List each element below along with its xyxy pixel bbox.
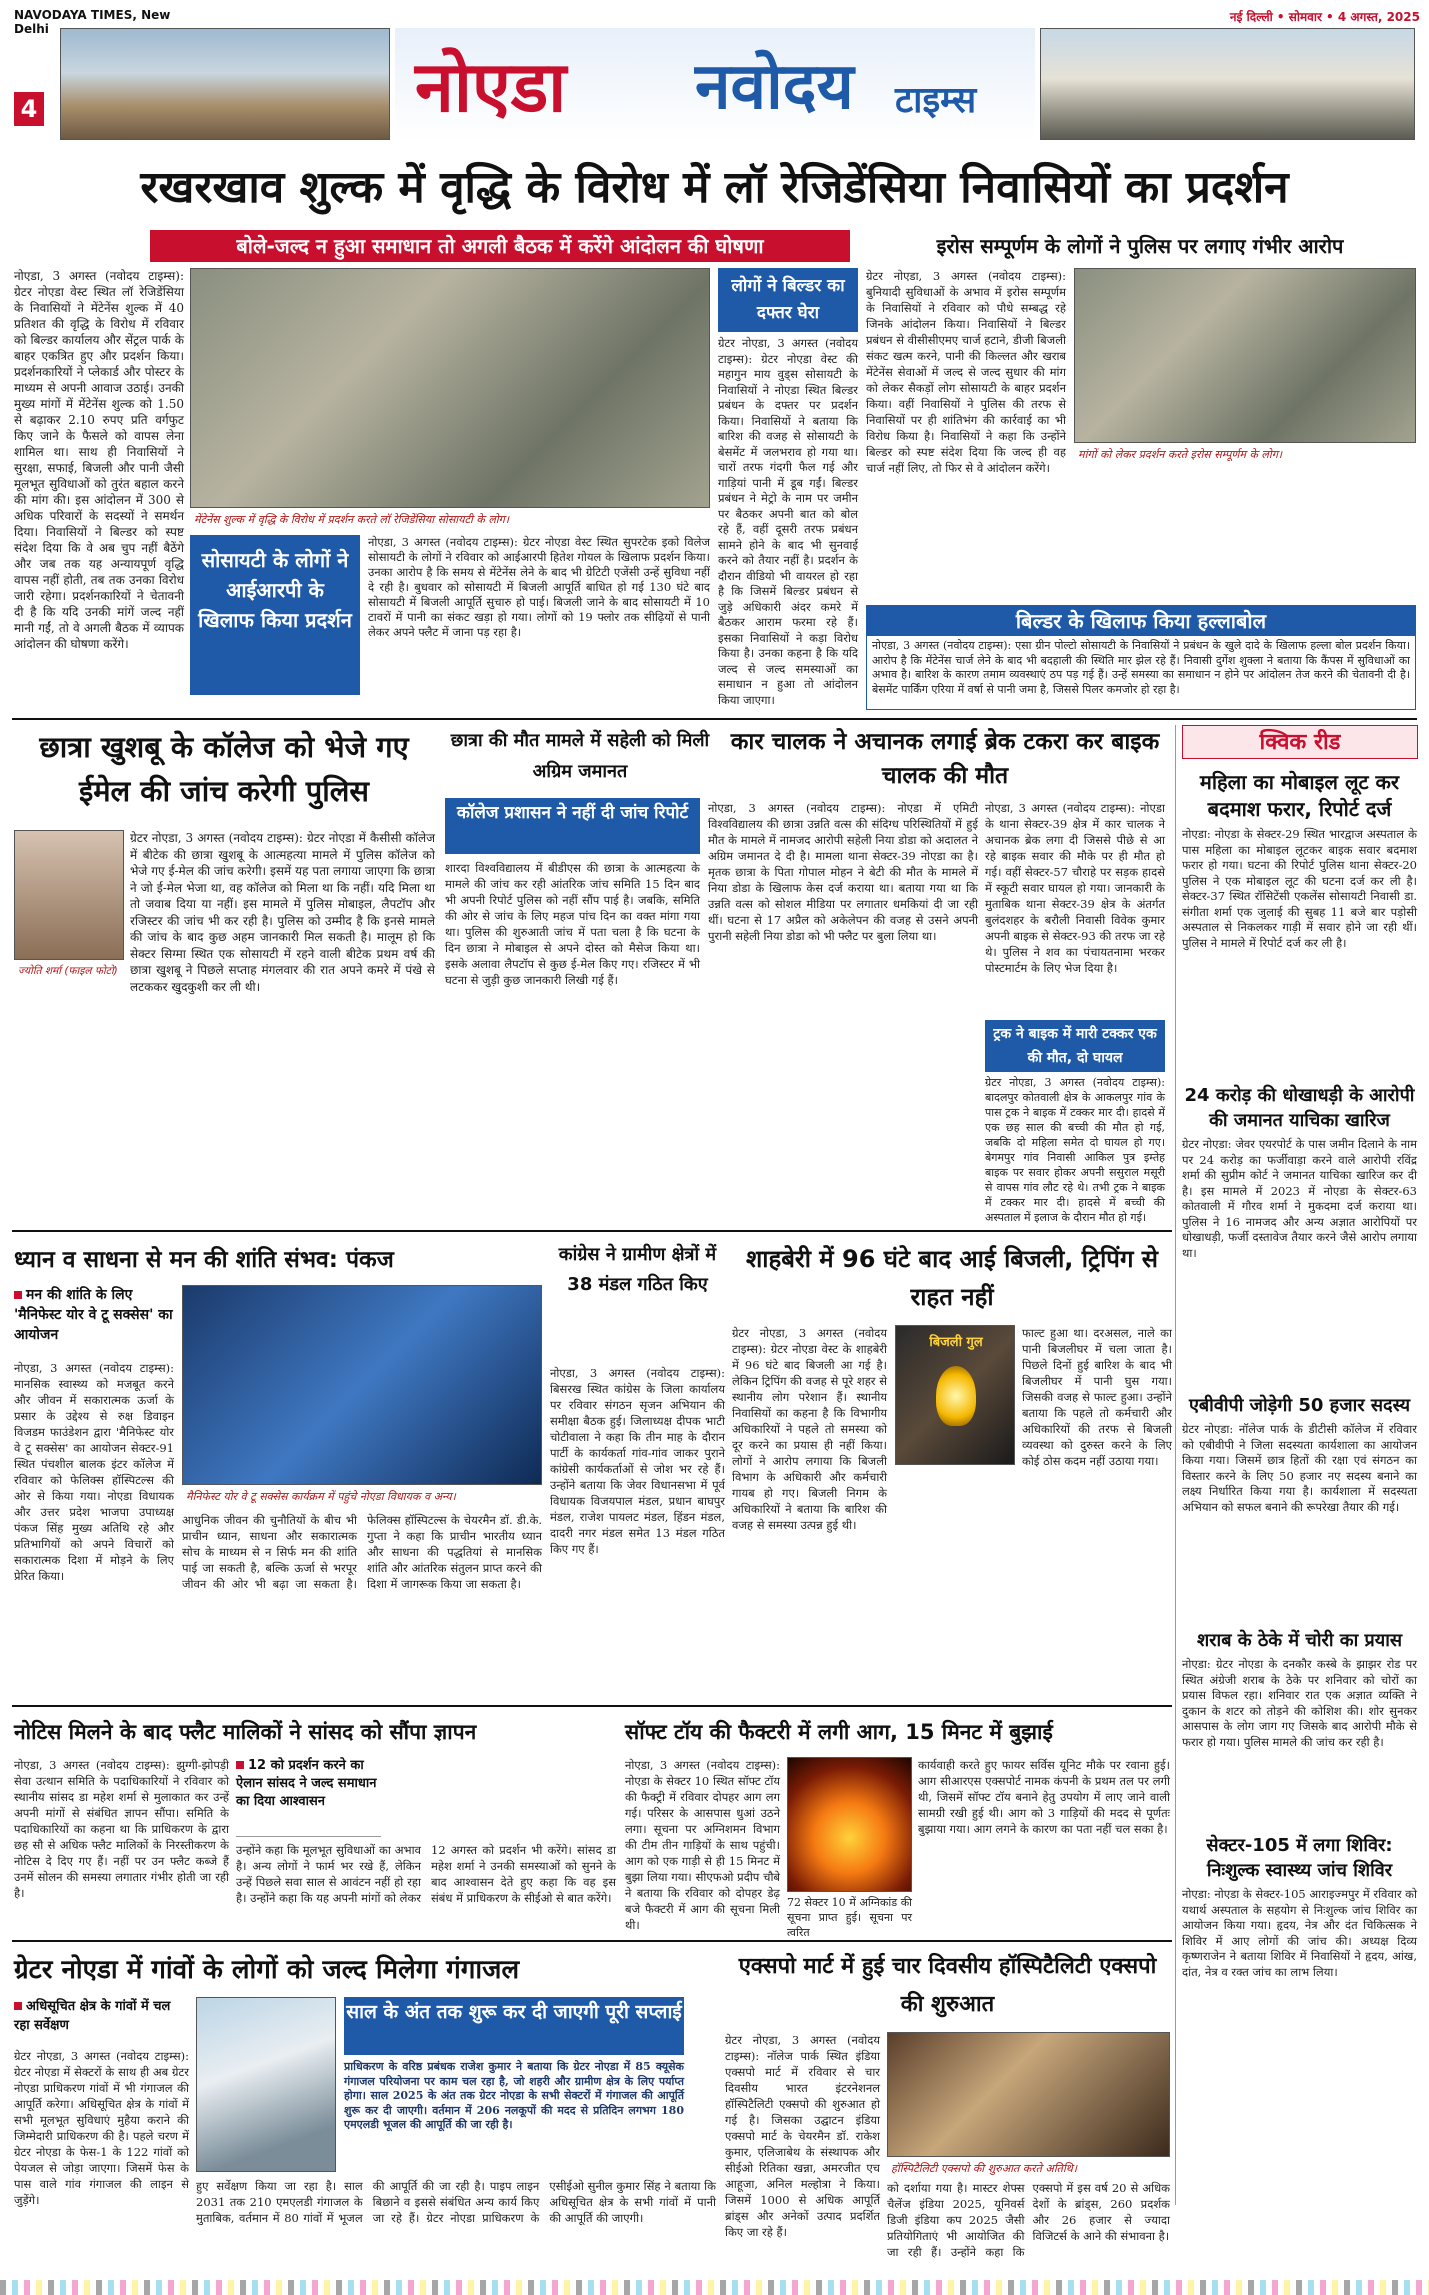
- notice-headline: नोटिस मिलने के बाद फ्लैट मालिकों ने सांसद को सौंपा ज्ञापन: [14, 1720, 477, 1744]
- blue-mid-box: [718, 268, 858, 708]
- saheli-headline: छात्रा की मौत मामले में सहेली को मिली अग्रिम जमानत: [450, 730, 710, 782]
- lead-subhead-left: बोले-जल्द न हुआ समाधान तो अगली बैठक में करेंगे आंदोलन की घोषणा: [150, 230, 850, 262]
- khushboo-photo: [14, 830, 124, 960]
- lead-main-photo: [190, 268, 710, 508]
- car-sub-heading: ट्रक ने बाइक में मारी टक्कर एक की मौत, दो घायल: [985, 1020, 1165, 1072]
- quick-read-column: [1175, 725, 1417, 2205]
- saheli-body-right: नोएडा, 3 अगस्त (नवोदय टाइम्स): नोएडा में एमिटी विश्वविद्यालय की छात्रा उन्नति वत्स की संदिग्ध परिस्थितियों में हुई मौत के मामले में नामजद आरोपी सहेली निया डोडा को अदालत ने अग्रिम जमानत दे दी है। मामला थाना सेक्टर-39 नोएडा का है। मृतक छात्रा के पिता गोपाल मोहन ने बेटी की मौत के मामले में निया डोडा के खिलाफ केस दर्ज कराया था। बताया गया था कि उन्नति वत्स को सोशल मीडिया पर लगातार धमकियां दी जा रही थीं। घटना से 17 अप्रैल को अकेलेपन की वजह से उसने अपनी पुरानी सहेली निया डोडा को भी फ्लैट पर बुला लिया था।: [708, 801, 978, 943]
- expo-body2: को दर्शाया गया है। मास्टर शेफ्स चैलेंज इंडिया 2025, यूनिवर्स डिजी इंडिया कप 2025 जैसी प्रतियोगिताएं भी आयोजित की जा रही हैं। उन्होंने कहा कि एक्सपो में इस वर्ष 20 से अधिक देशों के ब्रांड्स, 260 प्रदर्शक और 26 हजार से ज्यादा विजिटर्स के आने की संभावना है।: [887, 2181, 1170, 2259]
- fire-body2: कार्यवाही करते हुए फायर सर्विस यूनिट मौके पर रवाना हुई। आग सीआरएस एक्सपोर्ट नामक कंपनी के प्रथम तल पर लगी थी, जिसमें सॉफ्ट टॉय बनाने हेतु उपयोग में लाए जाने वाली सामग्री रखी हुई थी। आग को 3 गाड़ियों की मदद से पूर्णतः बुझाया गया। आग लगने के कारण का पता नहीं चल सका है।: [918, 1758, 1170, 1836]
- shahberi-body2: फाल्ट हुआ था। दरअसल, नाले का पानी बिजलीघर में चला जाता है। पिछले दिनों हुई बारिश के बाद भी बिजलीघर में पानी घुस गया। जिसकी वजह से फाल्ट हुआ। उन्होंने बताया कि पहले तो कर्मचारी और अधिकारियों की तरफ से बिजली व्यवस्था को दुरुस्त करने के लिए कोई ठोस कदम नहीं उठाया गया।: [1022, 1326, 1172, 1468]
- saheli-body-left: शारदा विश्वविद्यालय में बीडीएस की छात्रा के आत्महत्या के मामले की जांच कर रही आंतरिक जांच समिति 15 दिन बाद भी अपनी रिपोर्ट पुलिस को नहीं सौंप पाई है। जबकि, समिति की ओर से जांच के लिए महज पांच दिन का वक्त मांगा गया था। पुलिस की शुरुआती जांच में पता चला है कि घटना के दिन छात्रा ने मोबाइल से अपने दोस्त को मैसेज किया था। इसके अलावा लैपटॉप से कुछ ई-मेल किए गए। रजिस्टर में भी घटना से जुड़ी कुछ जानकारी लिखी गई हैं।: [445, 861, 700, 987]
- lead-subhead-right: इरोस सम्पूर्णम के लोगों ने पुलिस पर लगाए गंभीर आरोप: [936, 234, 1344, 258]
- car-body: नोएडा, 3 अगस्त (नवोदय टाइम्स): नोएडा के थाना सेक्टर-39 क्षेत्र में कार चालक ने अचानक ब्रेक लगा दी जिससे पीछे से आ रहे बाइक सवार की मौके पर ही मौत हो गई। वहीं सेक्टर-57 चौराहे पर सड़क हादसे में स्कूटी सवार घायल हो गया। जानकारी के मुताबिक थाना सेक्टर-39 क्षेत्र के अंतर्गत बुलंदशहर के बरौली निवासी विवेक कुमार अपनी बाइक से सेक्टर-93 की तरफ जा रहे थे। पुलिस ने शव का पंचायतनामा भरकर पोस्टमार्टम के लिए भेज दिया है।: [985, 801, 1165, 975]
- lead-right-caption: मांगों को लेकर प्रदर्शन करते इरोस सम्पूर्णम के लोग।: [1074, 445, 1416, 465]
- page-number: 4: [20, 95, 38, 123]
- dhyan-sub: [14, 1285, 174, 1355]
- masthead: [0, 0, 1429, 150]
- quick-read-h5: सेक्टर-105 में लगा शिविर: निःशुल्क स्वास्थ्य जांच शिविर: [1206, 1835, 1393, 1881]
- fire-photo-caption: 72 सेक्टर 10 में अग्निकांड की सूचना प्राप्त हुई। सूचना पर त्वरित: [787, 1896, 912, 1939]
- lead-right-body: ग्रेटर नोएडा, 3 अगस्त (नवोदय टाइम्स): बुनियादी सुविधाओं के अभाव में इरोस सम्पूर्णम के निवासियों ने रविवार को पौधे सम्बद्ध रहे जिनके आंदोलन किया। निवासियों ने बिल्डर प्रबंधन से वीसीसीएमए चार्ज हटाने, डीजी बिजली संकट खत्म करने, पानी की किल्लत और खराब मेंटेनेंस सेवाओं में जल्द से जल्द सुधार की मांग को लेकर सैकड़ों लोग सोसायटी के बाहर प्रदर्शन किया। वहीं निवासियों ने पुलिस की तरफ से निवासियों पर ही शांतिभंग की कार्रवाई का भी विरोध किया है। निवासियों ने कहा कि उन्होंने बिल्डर को स्पष्ट संदेश दिया कि जल्द ही वह चार्ज नहीं लिए, तो फिर से वे आंदोलन करेंगे।: [866, 269, 1066, 475]
- quick-read-b1: नोएडा: नोएडा के सेक्टर-29 स्थित भारद्वाज अस्पताल के पास महिला का मोबाइल लूटकर बाइक सवार बदमाश फरार हो गया। घटना की रिपोर्ट पुलिस थाना सेक्टर-20 पुलिस ने एक मोबाइल लूट की घटना दर्ज कर ली है। सेक्टर-37 स्थित रॉसिटेंसी एकलेंस सोसायटी निवासी डा. संगीता शर्मा एक जुलाई की सुबह 11 बजे बार पड़ोसी अस्पताल से निकलकर गाड़ी में सवार होने जा रही थीं। पुलिस ने मामले में रिपोर्ट दर्ज कर ली है।: [1182, 827, 1417, 950]
- registration-marks: [0, 2280, 1429, 2295]
- quick-read-h4: शराब के ठेके में चोरी का प्रयास: [1196, 1630, 1403, 1651]
- expo-photo-caption: हॉस्पिटैलिटी एक्सपो की शुरुआत करते अतिथि।: [887, 2159, 1170, 2177]
- section-divider-1: [12, 718, 1417, 720]
- builder-body: नोएडा, 3 अगस्त (नवोदय टाइम्स): एसा ग्रीन पोल्टो सोसायटी के निवासियों ने प्रबंधन के खुले दादे के खिलाफ हल्ला बोल प्रदर्शन किया। आरोप है कि मेंटेनेंस चार्ज लेने के बाद भी बदहाली की स्थिति मार झेल रहे हैं। निवासी दुर्गेश शुक्ला ने बताया कि कैंपस में सुविधाओं का अभाव है। बारिश के कारण तमाम व्यवस्थाएं ठप पड़ गई हैं। उन्हें समस्या का समाधान न होने पर आंदोलन तेज करने की चेतावनी दी है। बेसमेंट पार्किंग एरिया में वर्षा से पानी जमा है, जिससे पिलर कमजोर हो रहा है।: [872, 639, 1410, 696]
- masthead-date-label: नई दिल्ली • सोमवार • 4 अगस्त, 2025: [1229, 10, 1420, 24]
- dhyan-sub-bullet-icon: [14, 1291, 22, 1299]
- khushboo-headline: छात्रा खुशबू के कॉलेज को भेजे गए ईमेल की जांच करेगी पुलिस: [39, 730, 409, 808]
- masthead-left-label: NAVODAYA TIMES, New Delhi: [14, 8, 171, 36]
- khushboo-body: ग्रेटर नोएडा, 3 अगस्त (नवोदय टाइम्स): ग्रेटर नोएडा में कैसीसी कॉलेज में बीटेक की छात्रा खुशबू के आत्महत्या मामले में पुलिस कॉलेज को भेजे गए ई-मेल की जांच करेगी। इसमें यह पता लगाया जाएगा कि छात्रा ने जो ई-मेल भेजा था, वह कॉलेज को मिला था कि नहीं। यदि मिला था तो जवाब दिया या नहीं। इस मामले में पुलिस मोबाइल, लैपटॉप और रजिस्टर की जांच भी कर रही है। पुलिस को उम्मीद है कि इनसे मामले की जांच के बाद कुछ अहम जानकारी मिल सकती है। मालूम हो कि सेक्टर सिग्मा स्थित एक सोसायटी में रहने वाली बीटेक प्रथम वर्ष की छात्रा खुशबू ने पिछले सप्ताह मंगलवार की रात अपने कमरे में पंखे से लटककर खुदकुशी कर ली थी।: [130, 831, 435, 994]
- quick-read-h2: 24 करोड़ की धोखाधड़ी के आरोपी की जमानत याचिका खारिज: [1184, 1085, 1415, 1131]
- section-divider-2: [12, 1230, 1172, 1232]
- builder-heading: बिल्डर के खिलाफ किया हल्लाबोल: [867, 606, 1415, 636]
- khushboo-body-overflow: [14, 1000, 124, 1225]
- dhyan-photo-caption: मैनिफेस्ट योर वे टू सक्सेस कार्यक्रम में पहुंचे नोएडा विधायक व अन्य।: [182, 1487, 542, 1507]
- dhyan-photo: [182, 1285, 542, 1485]
- blue-left-heading: सोसायटी के लोगों ने आईआरपी के खिलाफ किया प्रदर्शन: [190, 535, 360, 695]
- masthead-photo-right: [1040, 28, 1415, 140]
- quick-read-label: क्विक रीड: [1182, 725, 1418, 759]
- lead-body-col1: नोएडा, 3 अगस्त (नवोदय टाइम्स): ग्रेटर नोएडा वेस्ट स्थित लॉ रेजिडेंसिया के निवासियों ने मेंटेनेंस शुल्क में 40 प्रतिशत की वृद्धि के विरोध में रविवार को बिल्डर कार्यालय और सेंट्रल पार्क के बाहर एकत्रित हुए और प्रदर्शन किया। प्रदर्शनकारियों ने प्लेकार्ड और पोस्टर के माध्यम से अपनी आवाज उठाई। उनकी मुख्य मांगों में मेंटेनेंस शुल्क को 1.50 से बढ़ाकर 2.10 रुपए प्रति वर्गफुट किए जाने के फैसले को वापस लेना शामिल था। साथ ही निवासियों ने सुरक्षा, सफाई, बिजली और पानी जैसी मूलभूत सुविधाओं को तुरंत बहाल करने की मांग की। इस आंदोलन में 300 से अधिक परिवारों के सदस्यों ने समर्थन दिया। निवासियों ने बिल्डर को स्पष्ट संदेश दिया कि वे अब चुप नहीं बैठेंगे और जब तक यह अन्यायपूर्ण वृद्धि वापस नहीं होती, तब तक उनका विरोध जारी रहेगा। प्रदर्शनकारियों ने चेतावनी दी है कि यदि उनकी मांगें जल्द नहीं मानी गईं, तो वे अगली बैठक में व्यापक आंदोलन की घोषणा करेंगे।: [14, 269, 184, 651]
- notice-body: नोएडा, 3 अगस्त (नवोदय टाइम्स): झुग्गी-झोपड़ी सेवा उत्थान समिति के पदाधिकारियों ने रविवार को स्थानीय सांसद डा महेश शर्मा से मुलाकात कर उन्हें अपनी मांगों से संबंधित ज्ञापन सौंपा। समिति के पदाधिकारियों का कहना था कि प्राधिकरण के द्वारा छह सौ से अधिक फ्लैट मालिकों के निरस्तीकरण के नोटिस दे दिए गए हैं। नहीं पर उन फ्लैट कब्जे हैं उनमें सोलन की समस्या लगातार गंभीर होती जा रही है।: [14, 1758, 229, 1900]
- expo-photo: [887, 2032, 1170, 2157]
- ganga-highlight: साल के अंत तक शुरू कर दी जाएगी पूरी सप्लाई: [344, 1997, 684, 2055]
- ganga-sub-bullet-icon: [14, 2002, 22, 2010]
- page-number-badge: [14, 92, 44, 126]
- expo-body: ग्रेटर नोएडा, 3 अगस्त (नवोदय टाइम्स): नॉलेज पार्क स्थित इंडिया एक्सपो मार्ट में रविवार से चार दिवसीय भारत इंटरनेशनल हॉस्पिटैलिटी एक्सपो की शुरुआत हो गई है। जिसका उद्घाटन इंडिया एक्सपो मार्ट के चेयरमैन डॉ. राकेश कुमार, एलिजाबेथ के संस्थापक और सीईओ रितिका खन्ना, अमरजीत एच आहूजा, अनिल मल्होत्रा ने किया। जिसमें 1000 से अधिक आपूर्ति ब्रांड्स और अनेकों उत्पाद प्रदर्शित किए जा रहे हैं।: [725, 2033, 880, 2239]
- lead-headline: रखरखाव शुल्क में वृद्धि के विरोध में लॉ रेजिडेंसिया निवासियों का प्रदर्शन: [140, 162, 1289, 213]
- masthead-title-navodaya: नवोदय: [695, 50, 854, 124]
- dhyan-body2: आधुनिक जीवन की चुनौतियों के बीच भी प्राचीन ध्यान, साधना और सकारात्मक सोच के माध्यम से न सिर्फ मन की शांति पाई जा सकती है, बल्कि ऊर्जा से भरपूर जीवन की ओर भी बढ़ा जा सकता है। फेलिक्स हॉस्पिटल्स के चेयरमैन डॉ. डी.के. गुप्ता ने कहा कि प्राचीन भारतीय ध्यान और साधना की पद्धतियां से मानसिक शांति और आंतरिक संतुलन प्राप्त करने की दिशा में जागरूक किया जा सकता है।: [182, 1513, 542, 1591]
- dhyan-headline: ध्यान व साधना से मन की शांति संभव: पंकज: [14, 1247, 394, 1273]
- congress-body: नोएडा, 3 अगस्त (नवोदय टाइम्स): बिसरख स्थित कांग्रेस के जिला कार्यालय पर रविवार संगठन सृजन अभियान की समीक्षा बैठक हुई। जिलाध्यक्ष दीपक भाटी चोटीवाला ने कहा कि तीन माह के दौरान पार्टी के कार्यकर्ता गांव-गांव जाकर पुराने कांग्रेसी कार्यकर्ताओं से जोश भर रहे हैं। उन्होंने बताया कि जेवर विधानसभा में पूर्व विधायक विजयपाल मंडल, प्रधान बाघपुर मंडल, राजेश पायलट मंडल, हिंडन मंडल, दादरी नगर मंडल समेत 13 मंडल गठित किए गए हैं।: [550, 1366, 725, 1556]
- masthead-photo-left: [60, 28, 390, 140]
- notice-sub-bullet-icon: [236, 1761, 244, 1769]
- masthead-title-area: [395, 28, 1035, 140]
- car-sub-block: [985, 1020, 1165, 1225]
- masthead-title-times: टाइम्स: [895, 80, 977, 121]
- quick-read-h1: महिला का मोबाइल लूट कर बदमाश फरार, रिपोर्ट दर्ज: [1199, 770, 1400, 821]
- quick-read-b3: ग्रेटर नोएडा: नॉलेज पार्क के डीटीसी कॉलेज में रविवार को एबीवीपी ने जिला सदस्यता कार्यशाला का आयोजन किया गया। जिसमें छात्र हितों की रक्षा एवं संगठन का विस्तार करने के लिए 50 हजार नए सदस्य बनाने का लक्ष्य निर्धारित किया गया है। कार्यशाला में सदस्यता अभियान को सफल बनाने की रूपरेखा तैयार की गई।: [1182, 1422, 1417, 1514]
- quick-read-b5: नोएडा: नोएडा के सेक्टर-105 आराइज्मपुर में रविवार को यथार्थ अस्पताल के सहयोग से निःशुल्क जांच शिविर का आयोजन किया गया। हृदय, नेत्र और दंत चिकित्सक ने शिविर में आए लोगों की जांच की। अध्यक्ष दिव्य कृष्णराजेन ने बताया शिविर में निवासियों ने हृदय, आंख, दांत, नेत्र व रक्त जांच का लाभ लिया।: [1182, 1887, 1417, 1979]
- shahberi-body: ग्रेटर नोएडा, 3 अगस्त (नवोदय टाइम्स): ग्रेटर नोएडा वेस्ट के शाहबेरी में 96 घंटे बाद बिजली आ गई है। लेकिन ट्रिपिंग की वजह से पूरे शहर से स्थानीय लोग परेशान हैं। स्थानीय निवासियों का कहना है कि विभागीय अधिकारियों ने पहले तो समस्या को दूर करने का प्रयास ही नहीं किया। लोगों ने आरोप लगाया कि बिजली विभाग के अधिकारी और कर्मचारी गायब हो गए। बिजली निगम के अधिकारियों ने बताया कि बारिश की वजह से समस्या उत्पन्न हुई थी।: [732, 1326, 887, 1532]
- ganga-headline: ग्रेटर नोएडा में गांवों के लोगों को जल्द मिलेगा गंगाजल: [14, 1955, 520, 1985]
- fire-headline: सॉफ्ट टॉय की फैक्टरी में लगी आग, 15 मिनट में बुझाई: [625, 1720, 1053, 1744]
- dhyan-body: नोएडा, 3 अगस्त (नवोदय टाइम्स): मानसिक स्वास्थ्य को मजबूत करने और जीवन में सकारात्मक ऊर्जा के प्रसार के उद्देश्य से रुक्ष डिवाइन विजडम फाउंडेशन द्वारा 'मैनिफेस्ट योर वे टू सक्सेस' का आयोजन सेक्टर-91 स्थित पंचशील बालक इंटर कॉलेज में रविवार को फेलिक्स हॉस्पिटल्स की ओर से किया गया। नोएडा विधायक और उत्तर प्रदेश भाजपा उपाध्यक्ष पंकज सिंह मुख्य अतिथि रहे और प्रतिभागियों को अपने विचारों को सकारात्मक दिशा में मोड़ने के लिए प्रेरित किया।: [14, 1361, 174, 1583]
- notice-sub-text: 12 को प्रदर्शन करने का ऐलान सांसद ने जल्द समाधान का दिया आश्वासन: [236, 1758, 377, 1809]
- khushboo-photo-caption: ज्योति शर्मा (फाइल फोटो): [14, 962, 124, 996]
- blue-left-body: नोएडा, 3 अगस्त (नवोदय टाइम्स): ग्रेटर नोएडा वेस्ट स्थित सुपरटेक इको विलेज सोसायटी के लोगों ने रविवार को आईआरपी हितेश गोयल के खिलाफ प्रदर्शन किया। उनका आरोप है कि समय से मेंटेनेंस लेने के बाद भी ग्रेटिटी एजेंसी उन्हें सुविधा नहीं दे रही है। बुधवार को सोसायटी में बिजली आपूर्ति बाधित हो गई 130 घंटे बाद सोसायटी में बिजली आपूर्ति सुचारु हो पाई। बिजली जाने के बाद सोसायटी में 10 टावरों में पानी का संकट खड़ा हो गया। लोगों को 19 फ्लोर तक सीढ़ियों से पानी लेकर अपने फ्लैट में जाना पड़ रहा है।: [368, 535, 710, 639]
- ganga-photo: [196, 1997, 336, 2172]
- quick-read-h3: एबीवीपी जोड़ेगी 50 हजार सदस्य: [1188, 1395, 1411, 1416]
- fire-photo: [787, 1757, 912, 1892]
- shahberi-photo-label: बिजली गुल: [929, 1335, 983, 1350]
- notice-body2: उन्होंने कहा कि मूलभूत सुविधाओं का अभाव है। अन्य लोगों ने फार्म भर रखे हैं, लेकिन उन्हें पिछले सवा साल से आवंटन नहीं हो रहा है। उन्होंने कहा कि यह अपनी मांगों को लेकर 12 अगस्त को प्रदर्शन भी करेंगे। सांसद डा महेश शर्मा ने उनकी समस्याओं को सुनने के बाद आश्वासन देते हुए कहा कि वह इस संबंध में प्राधिकरण के सीईओ से बात करेंगे।: [236, 1843, 616, 1905]
- quick-read-b2: ग्रेटर नोएडा: जेवर एयरपोर्ट के पास जमीन दिलाने के नाम पर 24 करोड़ का फर्जीवाड़ा करने वाले आरोपी रविंद्र शर्मा की सुप्रीम कोर्ट ने जमानत याचिका खारिज कर दी है। इस मामले में 2023 में नोएडा के सेक्टर-63 कोतवाली में गौरव शर्मा ने मुकदमा दर्ज कराया था। पुलिस ने 16 नामजद और अन्य अज्ञात आरोपियों पर धोखाधड़ी, फर्जी दस्तावेज तैयार करने जैसे आरोप लगाया था।: [1182, 1137, 1417, 1260]
- ganga-sub-text: अधिसूचित क्षेत्र के गांवों में चल रहा सर्वेक्षण: [14, 1999, 171, 2033]
- shahberi-headline: शाहबेरी में 96 घंटे बाद आई बिजली, ट्रिपिंग से राहत नहीं: [745, 1245, 1159, 1311]
- blue-mid-body: ग्रेटर नोएडा, 3 अगस्त (नवोदय टाइम्स): ग्रेटर नोएडा वेस्ट की महागुन माय वुड्स सोसायटी के निवासियों ने नोएडा स्थित बिल्डर प्रबंधन के दफ्तर पर प्रदर्शन किया। निवासियों ने बताया कि बारिश की वजह से सोसायटी के बेसमेंट में जलभराव हो गया था। चारों तरफ गंदगी फैल गई और गाड़ियां पानी में डूब गईं। बिल्डर प्रबंधन ने मेट्रो के नाम पर जमीन पर बैठकर अपनी बात को बोल रहे हैं, वहीं दूसरी तरफ प्रबंधन सामने होने के बाद भी सुनवाई करने को तैयार नहीं है। प्रदर्शन के दौरान वीडियो भी वायरल हो रहा है कि जिसमें बिल्डर प्रबंधन से जुड़े अधिकारी अंदर कमरे में बैठकर आराम फरमा रहे हैं। इसका निवासियों ने कड़ा विरोध किया है। उनका कहना है कि यदि जल्द से जल्द समस्याओं का समाधान न हुआ तो आंदोलन किया जाएगा।: [718, 336, 858, 707]
- builder-box: [866, 605, 1416, 710]
- quick-read-b4: नोएडा: ग्रेटर नोएडा के दनकौर कस्बे के झाझर रोड पर स्थित अंग्रेजी शराब के ठेके पर शनिवार को चोरों का प्रयास विफल रहा। शनिवार रात एक अज्ञात व्यक्ति ने दुकान के शटर को तोड़ने की कोशिश की। शोर सुनकर आसपास के लोग जाग गए जिसके बाद आरोपी मौके से फरार हो गया। पुलिस मामले की जांच कर रही है।: [1182, 1657, 1417, 1749]
- section-divider-4: [12, 1940, 1172, 1942]
- lead-photo-caption: मेंटेनेंस शुल्क में वृद्धि के विरोध में प्रदर्शन करते लॉ रेजिडेंसिया सोसायटी के लोग।: [190, 510, 710, 530]
- blue-mid-heading: लोगों ने बिल्डर का दफ्तर घेरा: [718, 268, 858, 332]
- ganga-body-mid: प्राधिकरण के वरिष्ठ प्रबंधक राजेश कुमार ने बताया कि ग्रेटर नोएडा में 85 क्यूसेक गंगाजल परियोजना पर काम चल रहा है, जो शहरी और ग्रामीण क्षेत्र के लिए पर्याप्त होगा। साल 2025 के अंत तक ग्रेटर नोएडा के सभी सेक्टरों में गंगाजल की आपूर्ति शुरू कर दी जाएगी। वर्तमान में 206 नलकूपों की मदद से प्रतिदिन लगभग 180 एमएलडी भूजल की आपूर्ति की जा रही है।: [344, 2060, 684, 2131]
- saheli-sub: कॉलेज प्रशासन ने नहीं दी जांच रिपोर्ट: [445, 798, 700, 854]
- masthead-title-noida: नोएडा: [415, 46, 567, 128]
- ganga-body-end: हुए सर्वेक्षण किया जा रहा है। साल 2031 तक 210 एमएलडी गंगाजल के मुताबिक, वर्तमान में 80 गांवों में भूजल की आपूर्ति की जा रही है। पाइप लाइन बिछाने व इससे संबंधित अन्य कार्य किए जा रहे हैं। ग्रेटर नोएडा प्राधिकरण के एसीईओ सुनील कुमार सिंह ने बताया कि अधिसूचित क्षेत्र के सभी गांवों में पानी की आपूर्ति की जाएगी।: [196, 2179, 716, 2225]
- notice-sub: [236, 1757, 381, 1837]
- lead-right-photo: [1074, 268, 1416, 443]
- expo-headline: एक्सपो मार्ट में हुई चार दिवसीय हॉस्पिटैलिटी एक्सपो की शुरुआत: [738, 1954, 1157, 2017]
- car-sub-body: ग्रेटर नोएडा, 3 अगस्त (नवोदय टाइम्स): बादलपुर कोतवाली क्षेत्र के आकलपुर गांव के पास ट्रक ने बाइक में टक्कर मार दी। हादसे में एक छह साल की बच्ची की मौत हो गई, जबकि दो महिला समेत दो घायल हो गए। बेगमपुर गांव निवासी आकिल पुत्र इम्तेह बाइक पर सवार होकर अपनी ससुराल मसूरी से वापस गांव लौट रहे थे। तभी ट्रक ने बाइक में टक्कर मार दी। हादसे में बच्ची की अस्पताल में इलाज के दौरान मौत हो गई।: [985, 1076, 1165, 1224]
- congress-headline: कांग्रेस ने ग्रामीण क्षेत्रों में 38 मंडल गठित किए: [558, 1244, 717, 1295]
- fire-body: नोएडा, 3 अगस्त (नवोदय टाइम्स): नोएडा के सेक्टर 10 स्थित सॉफ्ट टॉय की फैक्ट्री में रविवार दोपहर आग लग गई। परिसर के आसपास धुआं उठने लगा। सूचना पर अग्निशमन विभाग की टीम तीन गाड़ियों के साथ पहुंची। आग को एक गाड़ी से ही 15 मिनट में बुझा लिया गया। सीएफओ प्रदीप चौबे ने बताया कि रविवार को दोपहर डेढ़ बजे फैक्टरी में आग की सूचना मिली थी।: [625, 1758, 780, 1932]
- section-divider-3: [12, 1705, 1172, 1707]
- shahberi-photo: [895, 1325, 1015, 1465]
- bulb-icon: [936, 1366, 976, 1426]
- ganga-sub: [14, 1997, 189, 2043]
- dhyan-sub-text: मन की शांति के लिए 'मैनिफेस्ट योर वे टू सक्सेस' का आयोजन: [14, 1287, 173, 1343]
- ganga-body: ग्रेटर नोएडा, 3 अगस्त (नवोदय टाइम्स): ग्रेटर नोएडा में सेक्टरों के साथ ही अब ग्रेटर नोएडा प्राधिकरण गांवों में भी गंगाजल की आपूर्ति करेगा। अधिसूचित क्षेत्र के गांवों में सभी मूलभूत सुविधाएं मुहैया कराने की जिम्मेदारी प्राधिकरण की है। पहले चरण में ग्रेटर नोएडा के फेस-1 के 122 गांवों को पेयजल से जोड़ा जाएगा। जिसमें फेस के पास वाले गांव गंगाजल की लाइन से जुड़ेंगे।: [14, 2049, 189, 2207]
- car-headline: कार चालक ने अचानक लगाई ब्रेक टकरा कर बाइक चालक की मौत: [730, 729, 1160, 789]
